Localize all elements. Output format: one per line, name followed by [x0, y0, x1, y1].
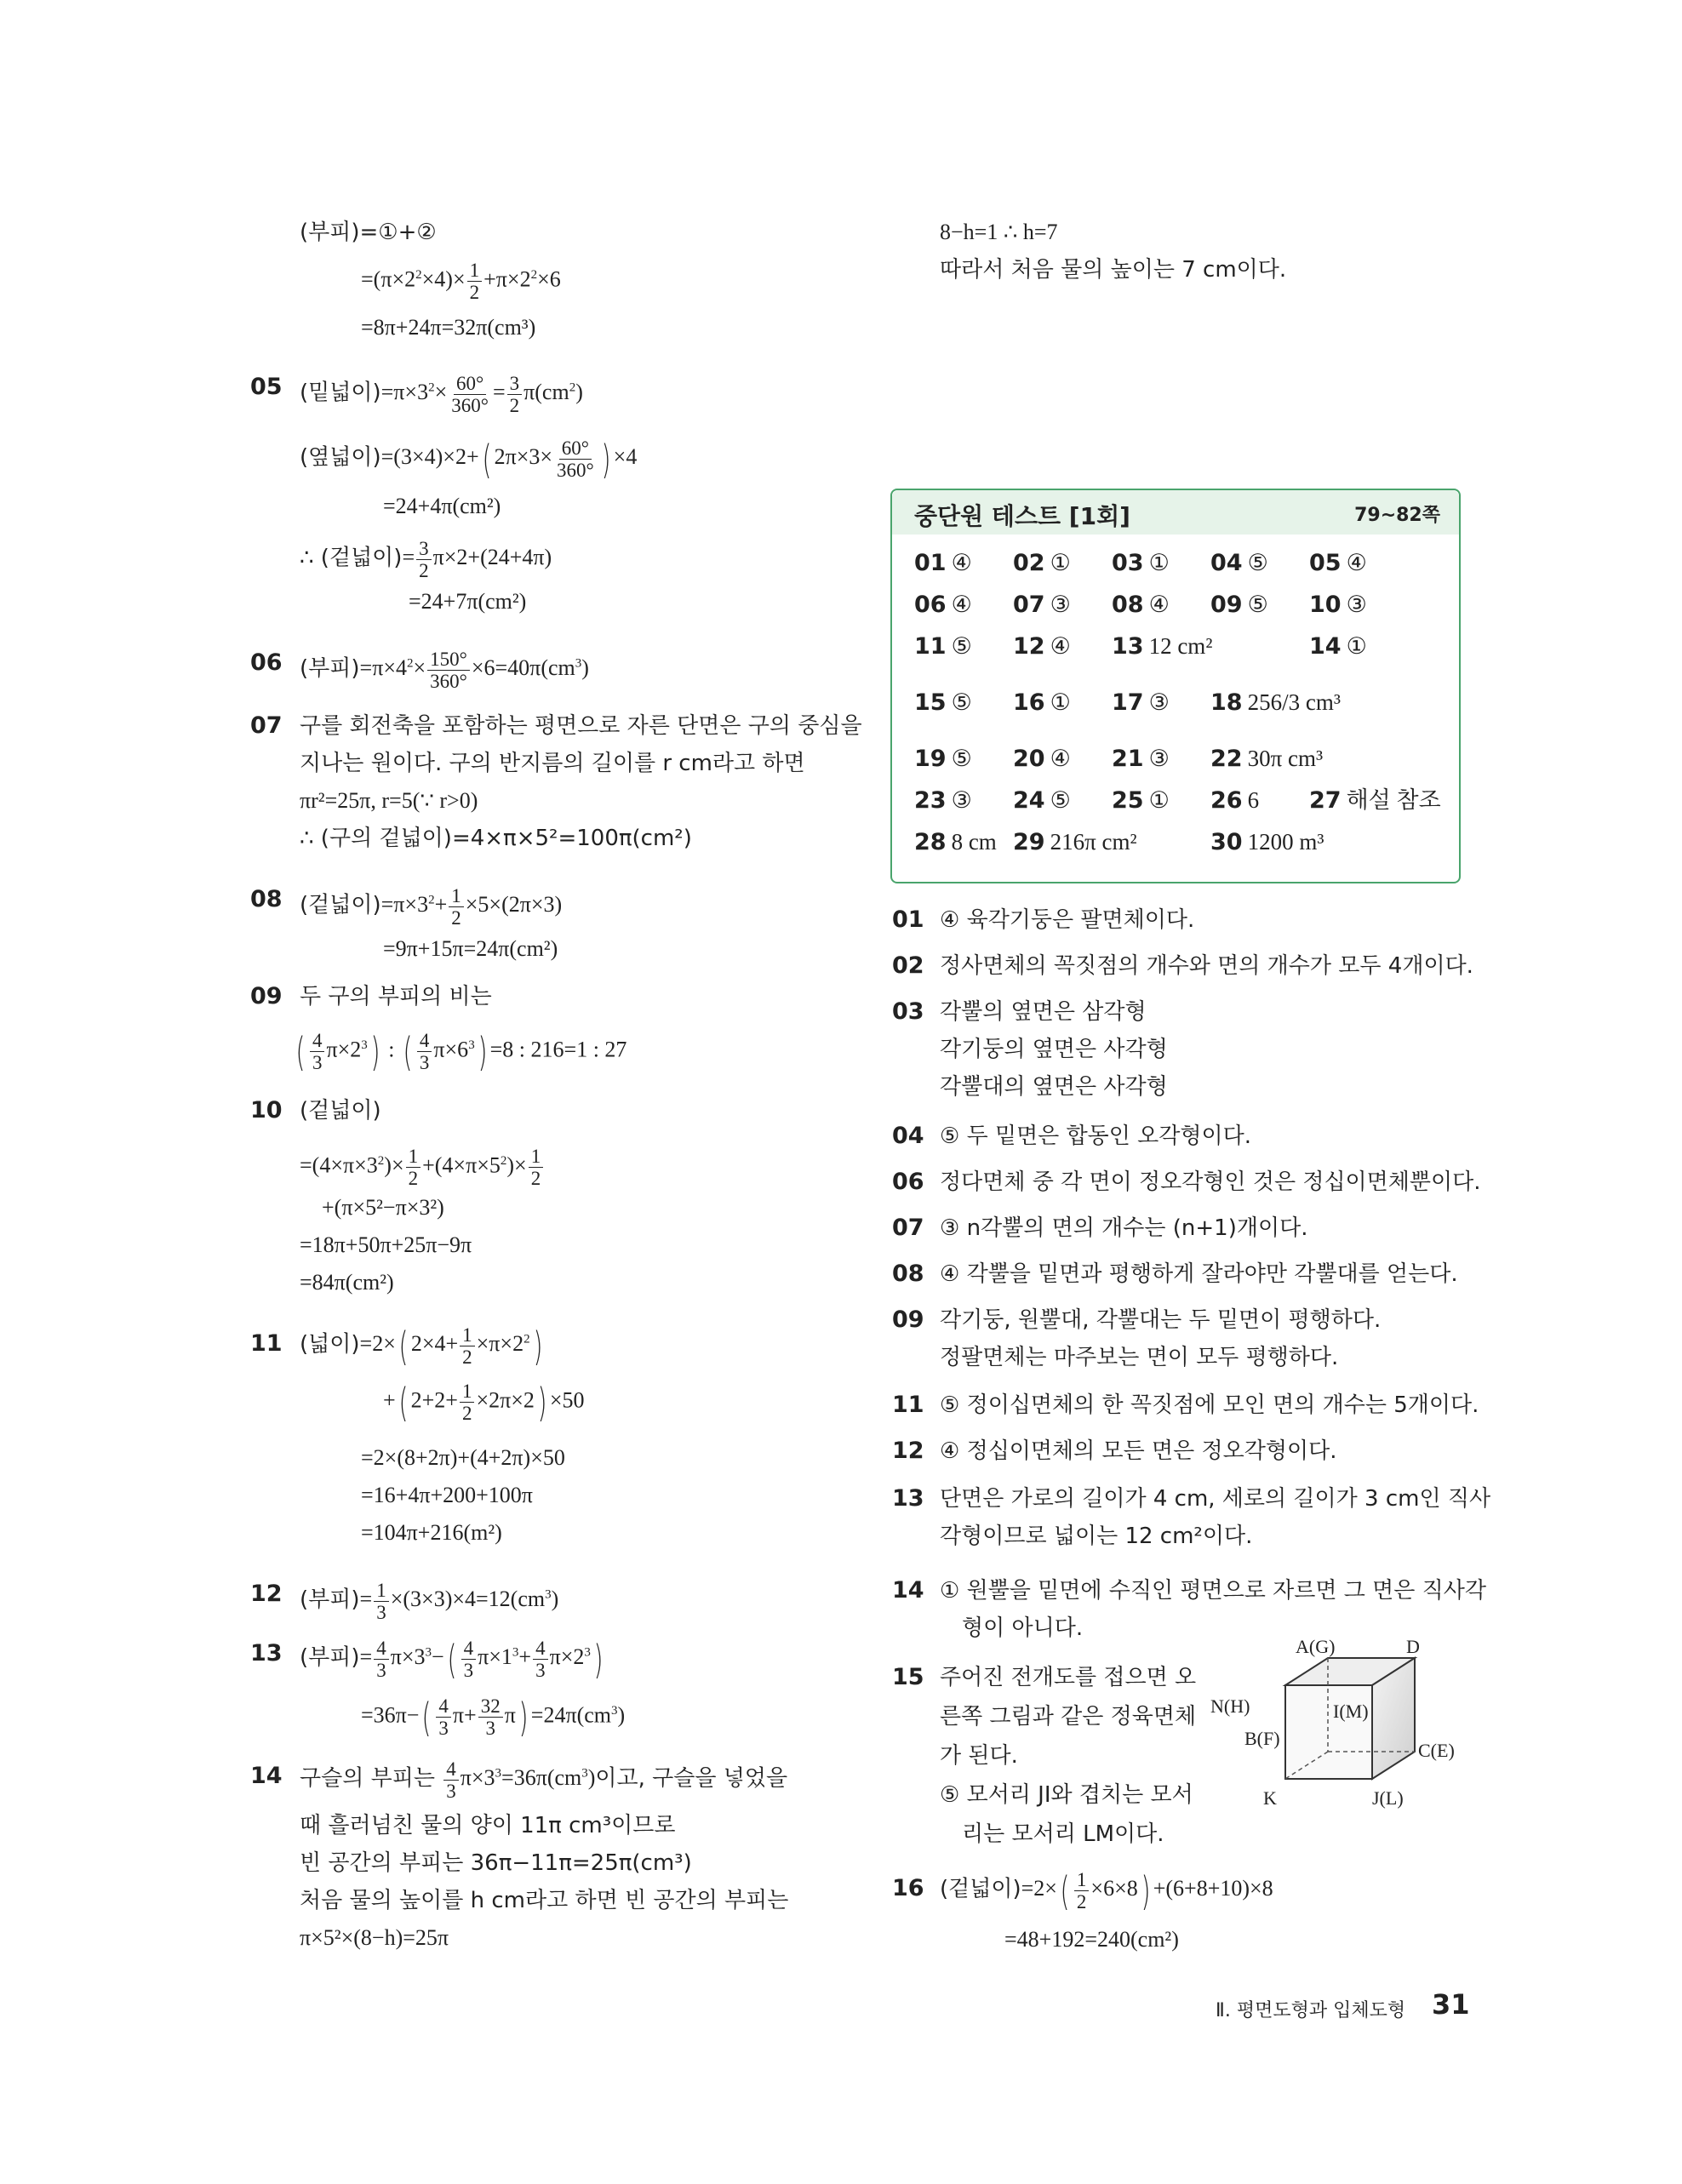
answer-03: 03 ① — [1112, 550, 1170, 576]
q11-line5: =104π+216(m²) — [361, 1520, 502, 1545]
q10-line5: =84π(cm²) — [300, 1270, 394, 1295]
cube-label-j: J(L) — [1372, 1787, 1404, 1809]
q13-line1: (부피)= $\frac{4}{3}$ $\pi\times 3^3-$( $\frac{4}{3}$ $\pi\times 1^3+$ $\frac{4}{3}$ $\pi\times 2^3$) — [300, 1636, 604, 1683]
e14-number: 14 — [892, 1577, 924, 1604]
e08-number: 08 — [892, 1261, 924, 1287]
answer-13: 13 12 cm² — [1112, 633, 1213, 660]
answer-12: 12 ④ — [1013, 633, 1071, 660]
e12-number: 12 — [892, 1438, 924, 1464]
answer-21: 21 ③ — [1112, 746, 1170, 772]
q07-line2: 지나는 원이다. 구의 반지름의 길이를 r cm라고 하면 — [300, 751, 805, 776]
q12-number: 12 — [250, 1581, 283, 1607]
e09-line1: 각기둥, 원뿔대, 각뿔대는 두 밑면이 평행하다. — [940, 1307, 1382, 1333]
q05-line4: ∴ (겉넓이)= $\frac{3}{2}$ π×2+(24+4π) — [300, 538, 552, 581]
answer-07: 07 ③ — [1013, 592, 1071, 618]
q11-line3: =2×(8+2π)+(4+2π)×50 — [361, 1445, 565, 1470]
answer-19: 19 ⑤ — [914, 746, 972, 772]
e16-line2: =48+192=240(cm²) — [1004, 1927, 1179, 1952]
q14-line5: π×5²×(8−h)=25π — [300, 1925, 449, 1950]
e07-number: 07 — [892, 1215, 924, 1241]
cube-label-n: N(H) — [1210, 1695, 1250, 1717]
answer-15: 15 ⑤ — [914, 689, 972, 716]
q08-line2: =9π+15π=24π(cm²) — [383, 936, 558, 961]
q12-line1: (부피)= $\frac{1}{3}$ $\times(3\times 3)\times 4=12(cm^3)$ — [300, 1580, 559, 1623]
e01-text: ④ 육각기둥은 팔면체이다. — [940, 907, 1195, 933]
answer-09: 09 ⑤ — [1210, 592, 1268, 618]
q06-number: 06 — [250, 649, 283, 676]
e06-text: 정다면체 중 각 면이 정오각형인 것은 정십이면체뿐이다. — [940, 1169, 1481, 1195]
q10-line2: $=(4\times\pi\times 3^2)\times$ $\frac{1}{2}$ $+(4\times\pi\times 5^2)\times$ $\frac{1}{2}$ — [300, 1146, 545, 1189]
e11-number: 11 — [892, 1392, 924, 1418]
cube-label-c: C(E) — [1418, 1740, 1455, 1761]
answer-02: 02 ① — [1013, 550, 1071, 576]
q11-number: 11 — [250, 1330, 283, 1357]
q14-line1: 구슬의 부피는 $\frac{4}{3}$ $\pi\times 3^3=36\pi(cm^3)$이고, 구슬을 넣었을 — [300, 1758, 788, 1802]
e13-line2: 각형이므로 넓이는 12 cm²이다. — [940, 1524, 1253, 1549]
q09-line2: ( $\frac{4}{3}$ $\pi\times 2^3$) : ( $\frac{4}{3}$ $\pi\times 6^3) =8$ : 216=1 : 27 — [295, 1028, 627, 1075]
q11-line2: +( 2+2+ $\frac{1}{2}$ ×2π×2) ×50 — [383, 1379, 585, 1426]
e14-line1: ① 원뿔을 밑면에 수직인 평면으로 자르면 그 면은 직사각 — [940, 1578, 1486, 1604]
e15-line5: 리는 모서리 LM이다. — [962, 1821, 1164, 1847]
e16-line1: (겉넓이)=2×( $\frac{1}{2}$ ×6×8) +(6+8+10)×8 — [940, 1867, 1273, 1914]
answer-24: 24 ⑤ — [1013, 787, 1071, 814]
q13-line2: =36π−( $\frac{4}{3}$ π+ $\frac{32}{3}$ $\pi) =24\pi(cm^3)$ — [361, 1694, 626, 1741]
answer-30: 30 1200 m³ — [1210, 829, 1324, 855]
q11-line1: (넓이)=2×( 2×4+ $\frac{1}{2}$ $\times\pi\times 2^2$) — [300, 1323, 542, 1369]
cont-line1: 8−h=1 ∴ h=7 — [940, 220, 1058, 244]
e08-text: ④ 각뿔을 밑면과 평행하게 잘라야만 각뿔대를 얻는다. — [940, 1261, 1458, 1287]
answer-11: 11 ⑤ — [914, 633, 972, 660]
answer-01: 01 ④ — [914, 550, 972, 576]
e02-text: 정사면체의 꼭짓점의 개수와 면의 개수가 모두 4개이다. — [940, 953, 1473, 979]
q05-line1: (밑넓이)$=\pi\times 3^2\times$ $\frac{60^\circ}{360^\circ}$ = $\frac{3}{2}$ $\pi(cm^2)$ — [300, 373, 583, 416]
e01-number: 01 — [892, 906, 924, 933]
answer-29: 29 216π cm² — [1013, 829, 1137, 855]
cont-line2: 따라서 처음 물의 높이는 7 cm이다. — [940, 257, 1287, 283]
q09-line1: 두 구의 부피의 비는 — [300, 984, 492, 1009]
cube-front-face — [1285, 1685, 1372, 1779]
e04-text: ⑤ 두 밑면은 합동인 오각형이다. — [940, 1123, 1252, 1149]
e14-line2: 형이 아니다. — [962, 1615, 1084, 1641]
e04-number: 04 — [892, 1123, 924, 1149]
q05-line5: =24+7π(cm²) — [409, 589, 527, 614]
e15-line1: 주어진 전개도를 접으면 오 — [940, 1665, 1197, 1690]
q05-number: 05 — [250, 374, 283, 400]
e12-text: ④ 정십이면체의 모든 면은 정오각형이다. — [940, 1438, 1337, 1464]
e03-line1: 각뿔의 옆면은 삼각형 — [940, 999, 1147, 1025]
q10-line3: +(π×5²−π×3²) — [322, 1195, 444, 1220]
q14-line2: 때 흘러넘친 물의 양이 11π cm³이므로 — [300, 1813, 676, 1838]
e15-line3: 가 된다. — [940, 1743, 1018, 1769]
answer-14: 14 ① — [1309, 633, 1367, 660]
e15-number: 15 — [892, 1664, 924, 1690]
page-number: 31 — [1432, 1988, 1470, 2021]
q14-number: 14 — [250, 1763, 283, 1789]
p04-line3: =8π+24π=32π(cm³) — [361, 315, 536, 340]
e11-text: ⑤ 정이십면체의 한 꼭짓점에 모인 면의 개수는 5개이다. — [940, 1392, 1479, 1418]
q09-number: 09 — [250, 983, 283, 1009]
answer-08: 08 ④ — [1112, 592, 1170, 618]
e16-number: 16 — [892, 1875, 924, 1901]
cube-label-k: K — [1263, 1787, 1277, 1809]
cube-label-d: D — [1406, 1636, 1420, 1657]
q10-line1: (겉넓이) — [300, 1098, 381, 1123]
q14-line3: 빈 공간의 부피는 36π−11π=25π(cm³) — [300, 1850, 692, 1876]
e07-text: ③ n각뿔의 면의 개수는 (n+1)개이다. — [940, 1215, 1308, 1241]
e15-line4: ⑤ 모서리 JI와 겹치는 모서 — [940, 1782, 1193, 1808]
answer-10: 10 ③ — [1309, 592, 1367, 618]
answer-17: 17 ③ — [1112, 689, 1170, 716]
footer-section: Ⅱ. 평면도형과 입체도형 — [1216, 2000, 1406, 2021]
answer-06: 06 ④ — [914, 592, 972, 618]
q05-line3: =24+4π(cm²) — [383, 494, 501, 518]
q13-number: 13 — [250, 1640, 283, 1667]
answer-28: 28 8 cm — [914, 829, 997, 855]
answer-23: 23 ③ — [914, 787, 972, 814]
e09-line2: 정팔면체는 마주보는 면이 모두 평행하다. — [940, 1345, 1339, 1370]
answer-22: 22 30π cm³ — [1210, 746, 1324, 772]
q10-line4: =18π+50π+25π−9π — [300, 1232, 472, 1257]
test-pages: 79~82쪽 — [1354, 505, 1440, 526]
answer-16: 16 ① — [1013, 689, 1071, 716]
cube-label-a: A(G) — [1296, 1636, 1336, 1657]
q08-number: 08 — [250, 886, 283, 912]
p04-line2: $=(\pi\times 2^2\times 4)\times$ $\frac{1}{2}$ $+\pi\times 2^2\times 6$ — [361, 260, 561, 303]
q11-line4: =16+4π+200+100π — [361, 1483, 533, 1507]
cube-label-b: B(F) — [1244, 1728, 1280, 1749]
q06-line1: (부피)$=\pi\times 4^2\times$ $\frac{150^\circ}{360^\circ}$ $\times 6=40\pi(cm^3)$ — [300, 649, 589, 692]
test-title: 중단원 테스트 [1회] — [914, 502, 1130, 530]
answer-04: 04 ⑤ — [1210, 550, 1268, 576]
q07-line3: πr²=25π, r=5(∵ r>0) — [300, 788, 478, 813]
q08-line1: (겉넓이)$=\pi\times 3^2+$ $\frac{1}{2}$ ×5×(2π×3) — [300, 885, 563, 929]
p04-line1: (부피)=①+② — [300, 220, 437, 245]
cube-figure — [1209, 1636, 1464, 1849]
q07-line1: 구를 회전축을 포함하는 평면으로 자른 단면은 구의 중심을 — [300, 713, 862, 739]
answer-05: 05 ④ — [1309, 550, 1367, 576]
answer-26: 26 6 — [1210, 787, 1260, 814]
e15-line2: 른쪽 그림과 같은 정육면체 — [940, 1704, 1197, 1729]
e03-number: 03 — [892, 998, 924, 1025]
e02-number: 02 — [892, 952, 924, 979]
answer-20: 20 ④ — [1013, 746, 1071, 772]
e03-line3: 각뿔대의 옆면은 사각형 — [940, 1074, 1168, 1100]
q14-line4: 처음 물의 높이를 h cm라고 하면 빈 공간의 부피는 — [300, 1888, 789, 1913]
answer-18: 18 256/3 cm³ — [1210, 689, 1341, 716]
q05-line2: (옆넓이)=(3×4)×2+( 2π×3× $\frac{60^\circ}{360^\circ}$ ) ×4 — [300, 436, 638, 483]
q10-number: 10 — [250, 1097, 283, 1123]
cube-label-i: I(M) — [1333, 1701, 1369, 1722]
e06-number: 06 — [892, 1169, 924, 1195]
answer-27: 27 해설 참조 — [1309, 787, 1441, 814]
e09-number: 09 — [892, 1306, 924, 1333]
answer-25: 25 ① — [1112, 787, 1170, 814]
e13-line1: 단면은 가로의 길이가 4 cm, 세로의 길이가 3 cm인 직사 — [940, 1486, 1491, 1512]
q07-number: 07 — [250, 712, 283, 739]
test-answer-box — [890, 489, 1461, 883]
e03-line2: 각기둥의 옆면은 사각형 — [940, 1037, 1168, 1062]
q07-line4: ∴ (구의 겉넓이)=4×π×5²=100π(cm²) — [300, 826, 692, 851]
e13-number: 13 — [892, 1485, 924, 1512]
